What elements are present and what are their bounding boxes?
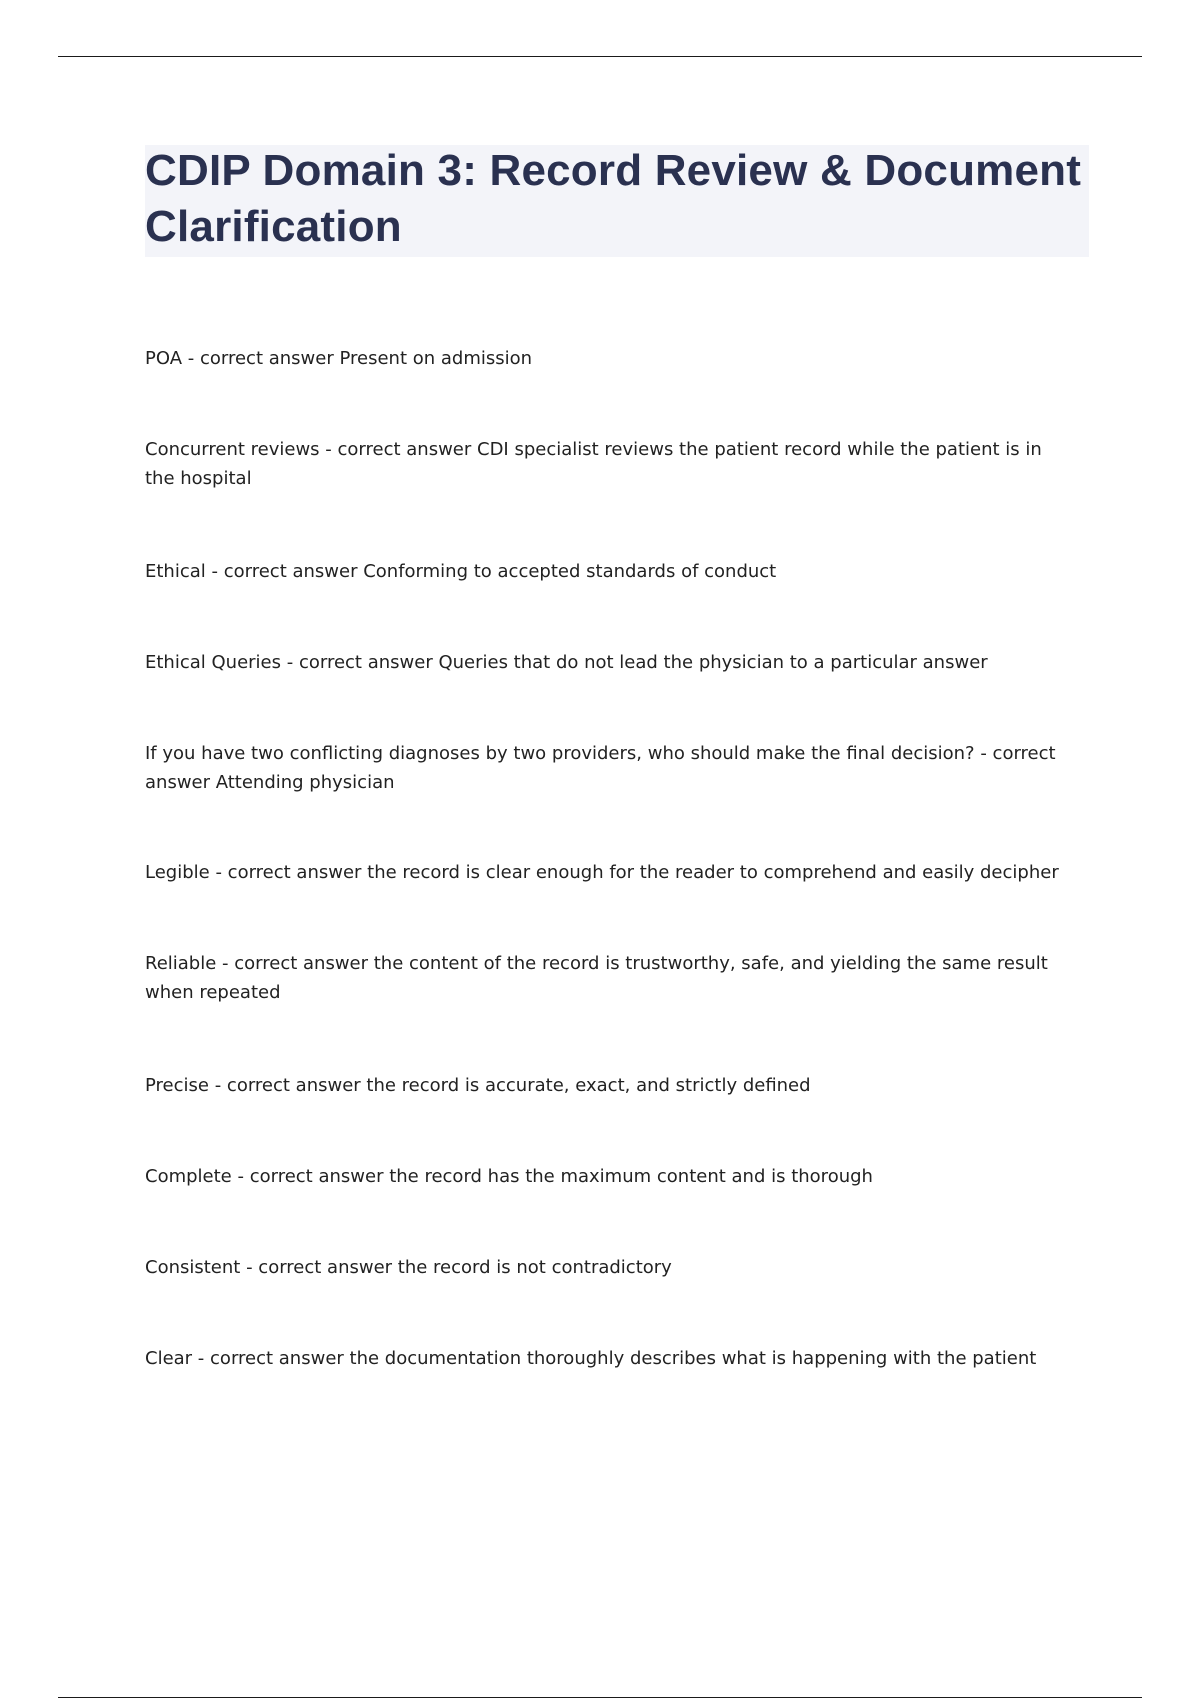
flashcard-entry: [145, 739, 1075, 797]
entry-answer: Conforming to accepted standards of conduct: [363, 561, 777, 582]
entry-separator: -: [205, 561, 224, 582]
entry-answer-prefix: correct answer: [234, 953, 374, 974]
entry-term: Consistent: [145, 1257, 241, 1278]
entry-separator: -: [182, 348, 200, 369]
entry-answer-prefix: correct answer: [226, 1075, 367, 1096]
entry-separator: -: [208, 1075, 227, 1096]
entry-separator: -: [974, 743, 993, 764]
entry-separator: -: [192, 1348, 211, 1369]
entry-term: Clear: [145, 1348, 193, 1369]
flashcard-entry: [145, 557, 1075, 586]
entry-answer: the record is not contradictory: [397, 1257, 672, 1278]
entry-answer-prefix: correct answer: [249, 1166, 390, 1187]
flashcard-entry: [145, 1344, 1075, 1373]
entry-answer-prefix: correct answer: [210, 1348, 350, 1369]
flashcard-entry: [145, 949, 1075, 1007]
entry-answer-prefix: correct answer: [298, 652, 439, 673]
entry-separator: -: [209, 862, 228, 883]
entry-answer: the documentation thoroughly describes what is happening with the patient: [349, 1348, 1037, 1369]
entry-separator: -: [319, 439, 338, 460]
flashcard-entry: [145, 648, 1075, 677]
entry-term: Concurrent reviews: [145, 439, 320, 460]
entry-answer-prefix: correct answer: [227, 862, 368, 883]
entry-term: If you have two conflicting diagnoses by two providers, who should make the final decision?: [145, 743, 975, 764]
flashcard-entry: [145, 858, 1075, 887]
bottom-divider: [58, 1697, 1142, 1698]
entry-term: Legible: [145, 862, 210, 883]
entry-answer: Present on admission: [339, 348, 533, 369]
entry-answer-prefix: correct answer: [223, 561, 364, 582]
entry-term: Ethical: [145, 561, 206, 582]
entry-answer-prefix: correct answer: [337, 439, 477, 460]
entry-separator: -: [216, 953, 235, 974]
flashcard-entry: [145, 1071, 1075, 1100]
entry-answer: Queries that do not lead the physician to a particular answer: [438, 652, 988, 673]
entry-answer: Attending physician: [215, 772, 395, 793]
flashcard-entry: [145, 1253, 1075, 1282]
entry-term: Precise: [145, 1075, 209, 1096]
entry-separator: -: [231, 1166, 250, 1187]
entry-answer: CDI specialist reviews the patient record while the patient is in the hospital: [145, 439, 1042, 489]
entry-answer: the record has the maximum content and is thorough: [389, 1166, 873, 1187]
entry-answer-prefix: correct answer: [145, 743, 1056, 793]
entry-term: Complete: [145, 1166, 232, 1187]
document-title: CDIP Domain 3: Record Review & Document Clarification: [145, 146, 1082, 251]
entry-term: Reliable: [145, 953, 217, 974]
flashcard-entry: [145, 1162, 1075, 1191]
entry-separator: -: [281, 652, 299, 673]
entry-answer: the record is clear enough for the reader to comprehend and easily decipher: [367, 862, 1059, 883]
entry-answer-prefix: correct answer: [199, 348, 340, 369]
entry-answer: the record is accurate, exact, and strictly defined: [366, 1075, 811, 1096]
entry-separator: -: [240, 1257, 259, 1278]
flashcard-entry: [145, 344, 1075, 373]
entry-term: Ethical Queries: [145, 652, 281, 673]
entry-answer: the content of the record is trustworthy, safe, and yielding the same result when repeated: [145, 953, 1048, 1003]
entry-answer-prefix: correct answer: [258, 1257, 398, 1278]
entry-term: POA: [145, 348, 183, 369]
flashcard-entry: [145, 435, 1075, 493]
top-divider: [58, 56, 1142, 57]
